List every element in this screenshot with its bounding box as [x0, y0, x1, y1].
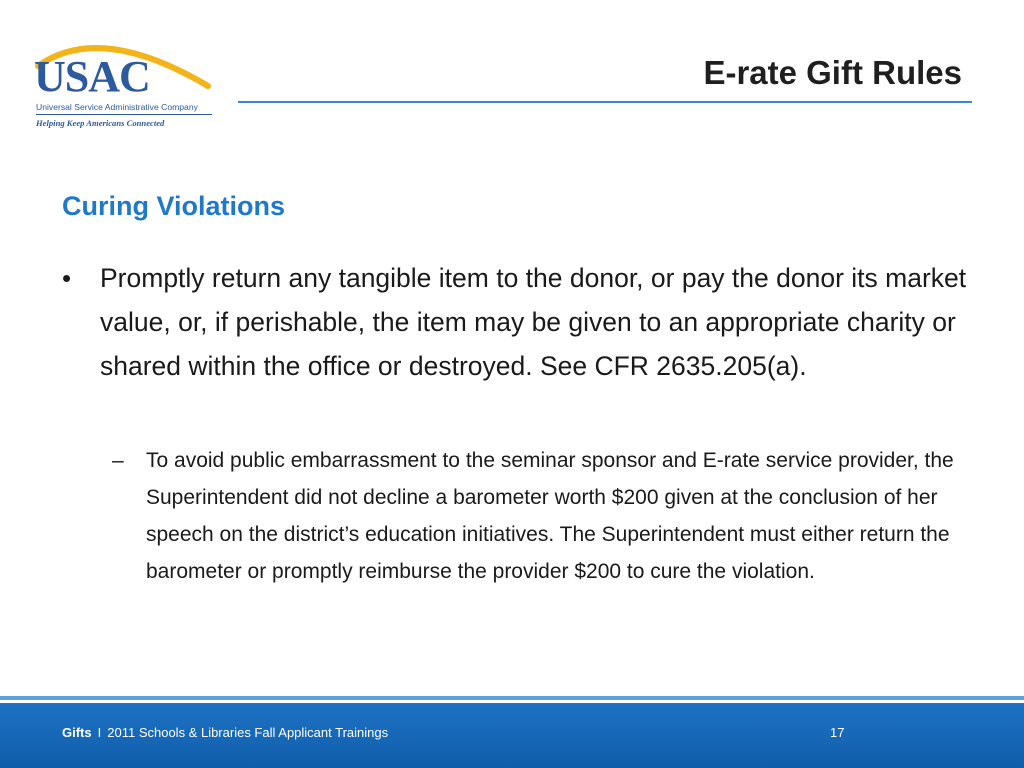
sub-bullet-marker: –	[112, 449, 124, 472]
bullet-text: Promptly return any tangible item to the donor, or pay the donor its market value, or, if perishable, the item may be given to an appropriate charity or shared within the office or destroyed. See CFR 2635.205(a).	[100, 263, 967, 381]
sub-bullet-item	[112, 442, 974, 590]
sub-bullet-text: To avoid public embarrassment to the seminar sponsor and E-rate service provider, the Superintendent did not decline a barometer worth $200 given at the conclusion of her speech on the district’s education initiatives. The Superintendent must either return the barometer or promptly reimburse the provider $200 to cure the violation.	[146, 449, 954, 583]
logo-wordmark: USAC	[34, 52, 150, 101]
footer-bar	[0, 703, 1024, 768]
footer-caption	[62, 725, 388, 740]
footer-training: 2011 Schools & Libraries Fall Applicant Trainings	[107, 725, 389, 740]
page-number: 17	[830, 725, 845, 740]
usac-logo	[30, 28, 230, 128]
footer-divider	[0, 696, 1024, 700]
section-heading: Curing Violations	[62, 191, 286, 221]
bullet-item	[62, 256, 972, 388]
footer-separator: I	[97, 725, 102, 740]
title-divider	[238, 101, 972, 103]
slide-title: E-rate Gift Rules	[703, 54, 962, 91]
footer-topic: Gifts	[62, 725, 92, 740]
logo-tagline: Helping Keep Americans Connected	[36, 118, 165, 128]
bullet-marker: •	[62, 263, 72, 293]
logo-divider	[36, 114, 212, 115]
logo-company-name: Universal Service Administrative Company	[36, 102, 198, 112]
